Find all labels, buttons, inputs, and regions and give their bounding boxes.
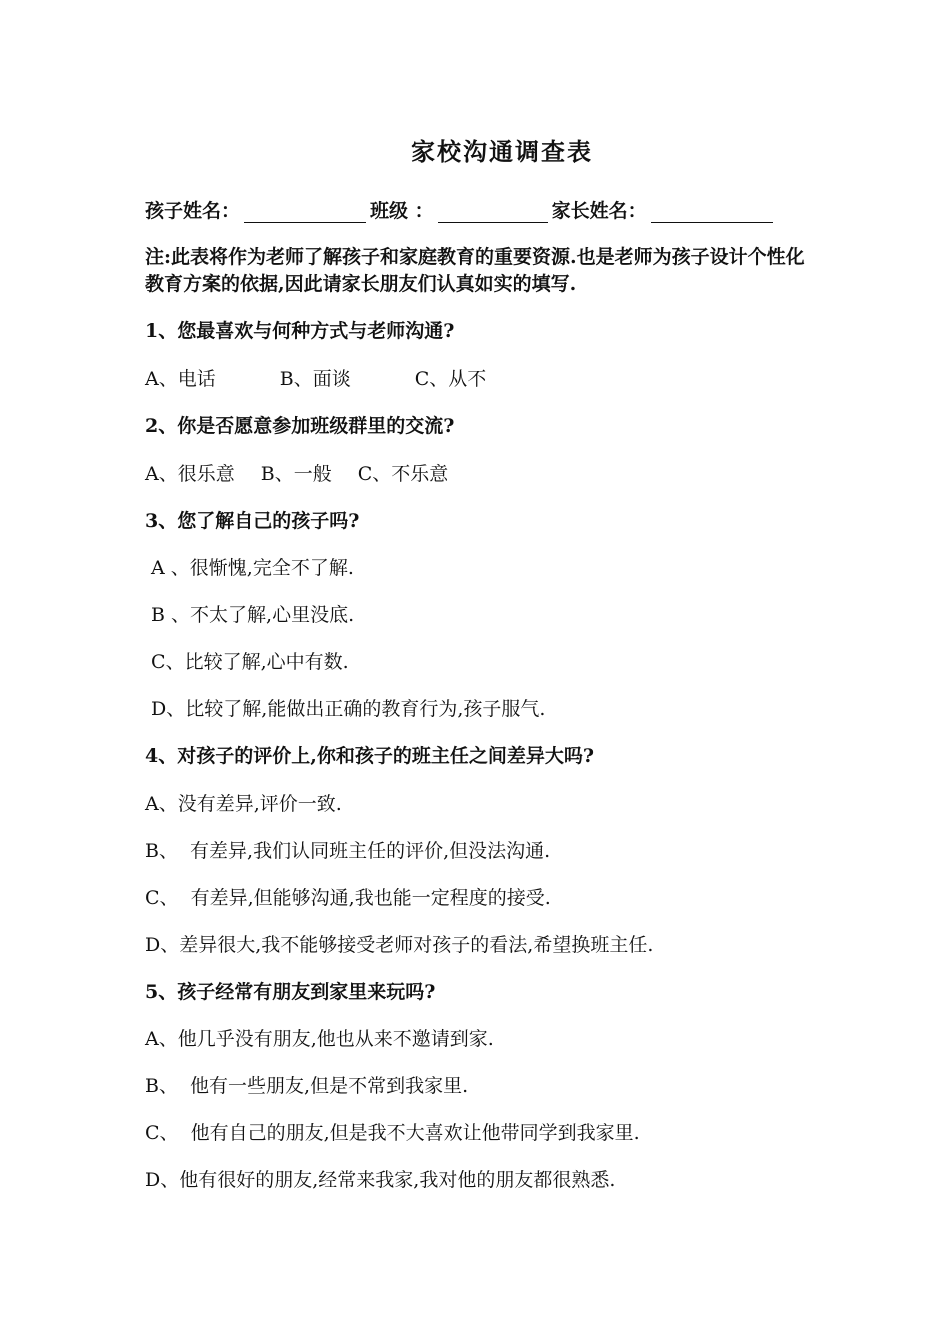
- q2-option-a[interactable]: A、很乐意: [145, 463, 235, 485]
- child-name-field[interactable]: [244, 202, 366, 223]
- question-2-options: [145, 459, 448, 486]
- question-1: 1、您最喜欢与何种方式与老师沟通?: [145, 320, 455, 342]
- q3-option-d[interactable]: D、比较了解,能做出正确的教育行为,孩子服气.: [145, 698, 546, 720]
- question-1-options: [145, 364, 486, 391]
- q5-option-a[interactable]: A、他几乎没有朋友,他也从来不邀请到家.: [145, 1028, 494, 1050]
- q4-option-c[interactable]: C、 有差异,但能够沟通,我也能一定程度的接受.: [145, 887, 551, 909]
- page-title: 家校沟通调查表: [411, 137, 593, 166]
- question-2: 2、你是否愿意参加班级群里的交流?: [145, 415, 455, 437]
- q4-option-d[interactable]: D、差异很大,我不能够接受老师对孩子的看法,希望换班主任.: [145, 934, 654, 956]
- class-label: 班级 ：: [370, 200, 434, 222]
- q2-option-c[interactable]: C、不乐意: [357, 463, 449, 485]
- info-line: [145, 196, 777, 223]
- q1-option-c[interactable]: C、从不: [414, 368, 487, 390]
- q4-option-b[interactable]: B、 有差异,我们认同班主任的评价,但没法沟通.: [145, 840, 551, 862]
- class-field[interactable]: [438, 202, 548, 223]
- question-4: 4、对孩子的评价上,你和孩子的班主任之间差异大吗?: [145, 745, 594, 767]
- question-3: 3、您了解自己的孩子吗?: [145, 510, 360, 532]
- q4-option-a[interactable]: A、没有差异,评价一致.: [145, 793, 342, 815]
- q2-option-b[interactable]: B、一般: [260, 463, 332, 485]
- q1-option-b[interactable]: B、面谈: [279, 368, 351, 390]
- q1-option-a[interactable]: A、电话: [145, 368, 216, 390]
- question-5: 5、孩子经常有朋友到家里来玩吗?: [145, 981, 436, 1003]
- q3-option-b[interactable]: B 、不太了解,心里没底.: [145, 604, 355, 626]
- q5-option-d[interactable]: D、他有很好的朋友,经常来我家,我对他的朋友都很熟悉.: [145, 1169, 616, 1191]
- q5-option-b[interactable]: B、 他有一些朋友,但是不常到我家里.: [145, 1075, 469, 1097]
- parent-name-label: 家长姓名：: [551, 200, 647, 222]
- q5-option-c[interactable]: C、 他有自己的朋友,但是我不大喜欢让他带同学到我家里.: [145, 1122, 640, 1144]
- survey-note: 注:此表将作为老师了解孩子和家庭教育的重要资源.也是老师为孩子设计个性化教育方案的依据,因此请家长朋友们认真如实的填写.: [145, 246, 805, 295]
- q3-option-a[interactable]: A 、很惭愧,完全不了解.: [145, 557, 354, 579]
- parent-name-field[interactable]: [651, 202, 773, 223]
- q3-option-c[interactable]: C、比较了解,心中有数.: [145, 651, 349, 673]
- child-name-label: 孩子姓名：: [145, 200, 241, 222]
